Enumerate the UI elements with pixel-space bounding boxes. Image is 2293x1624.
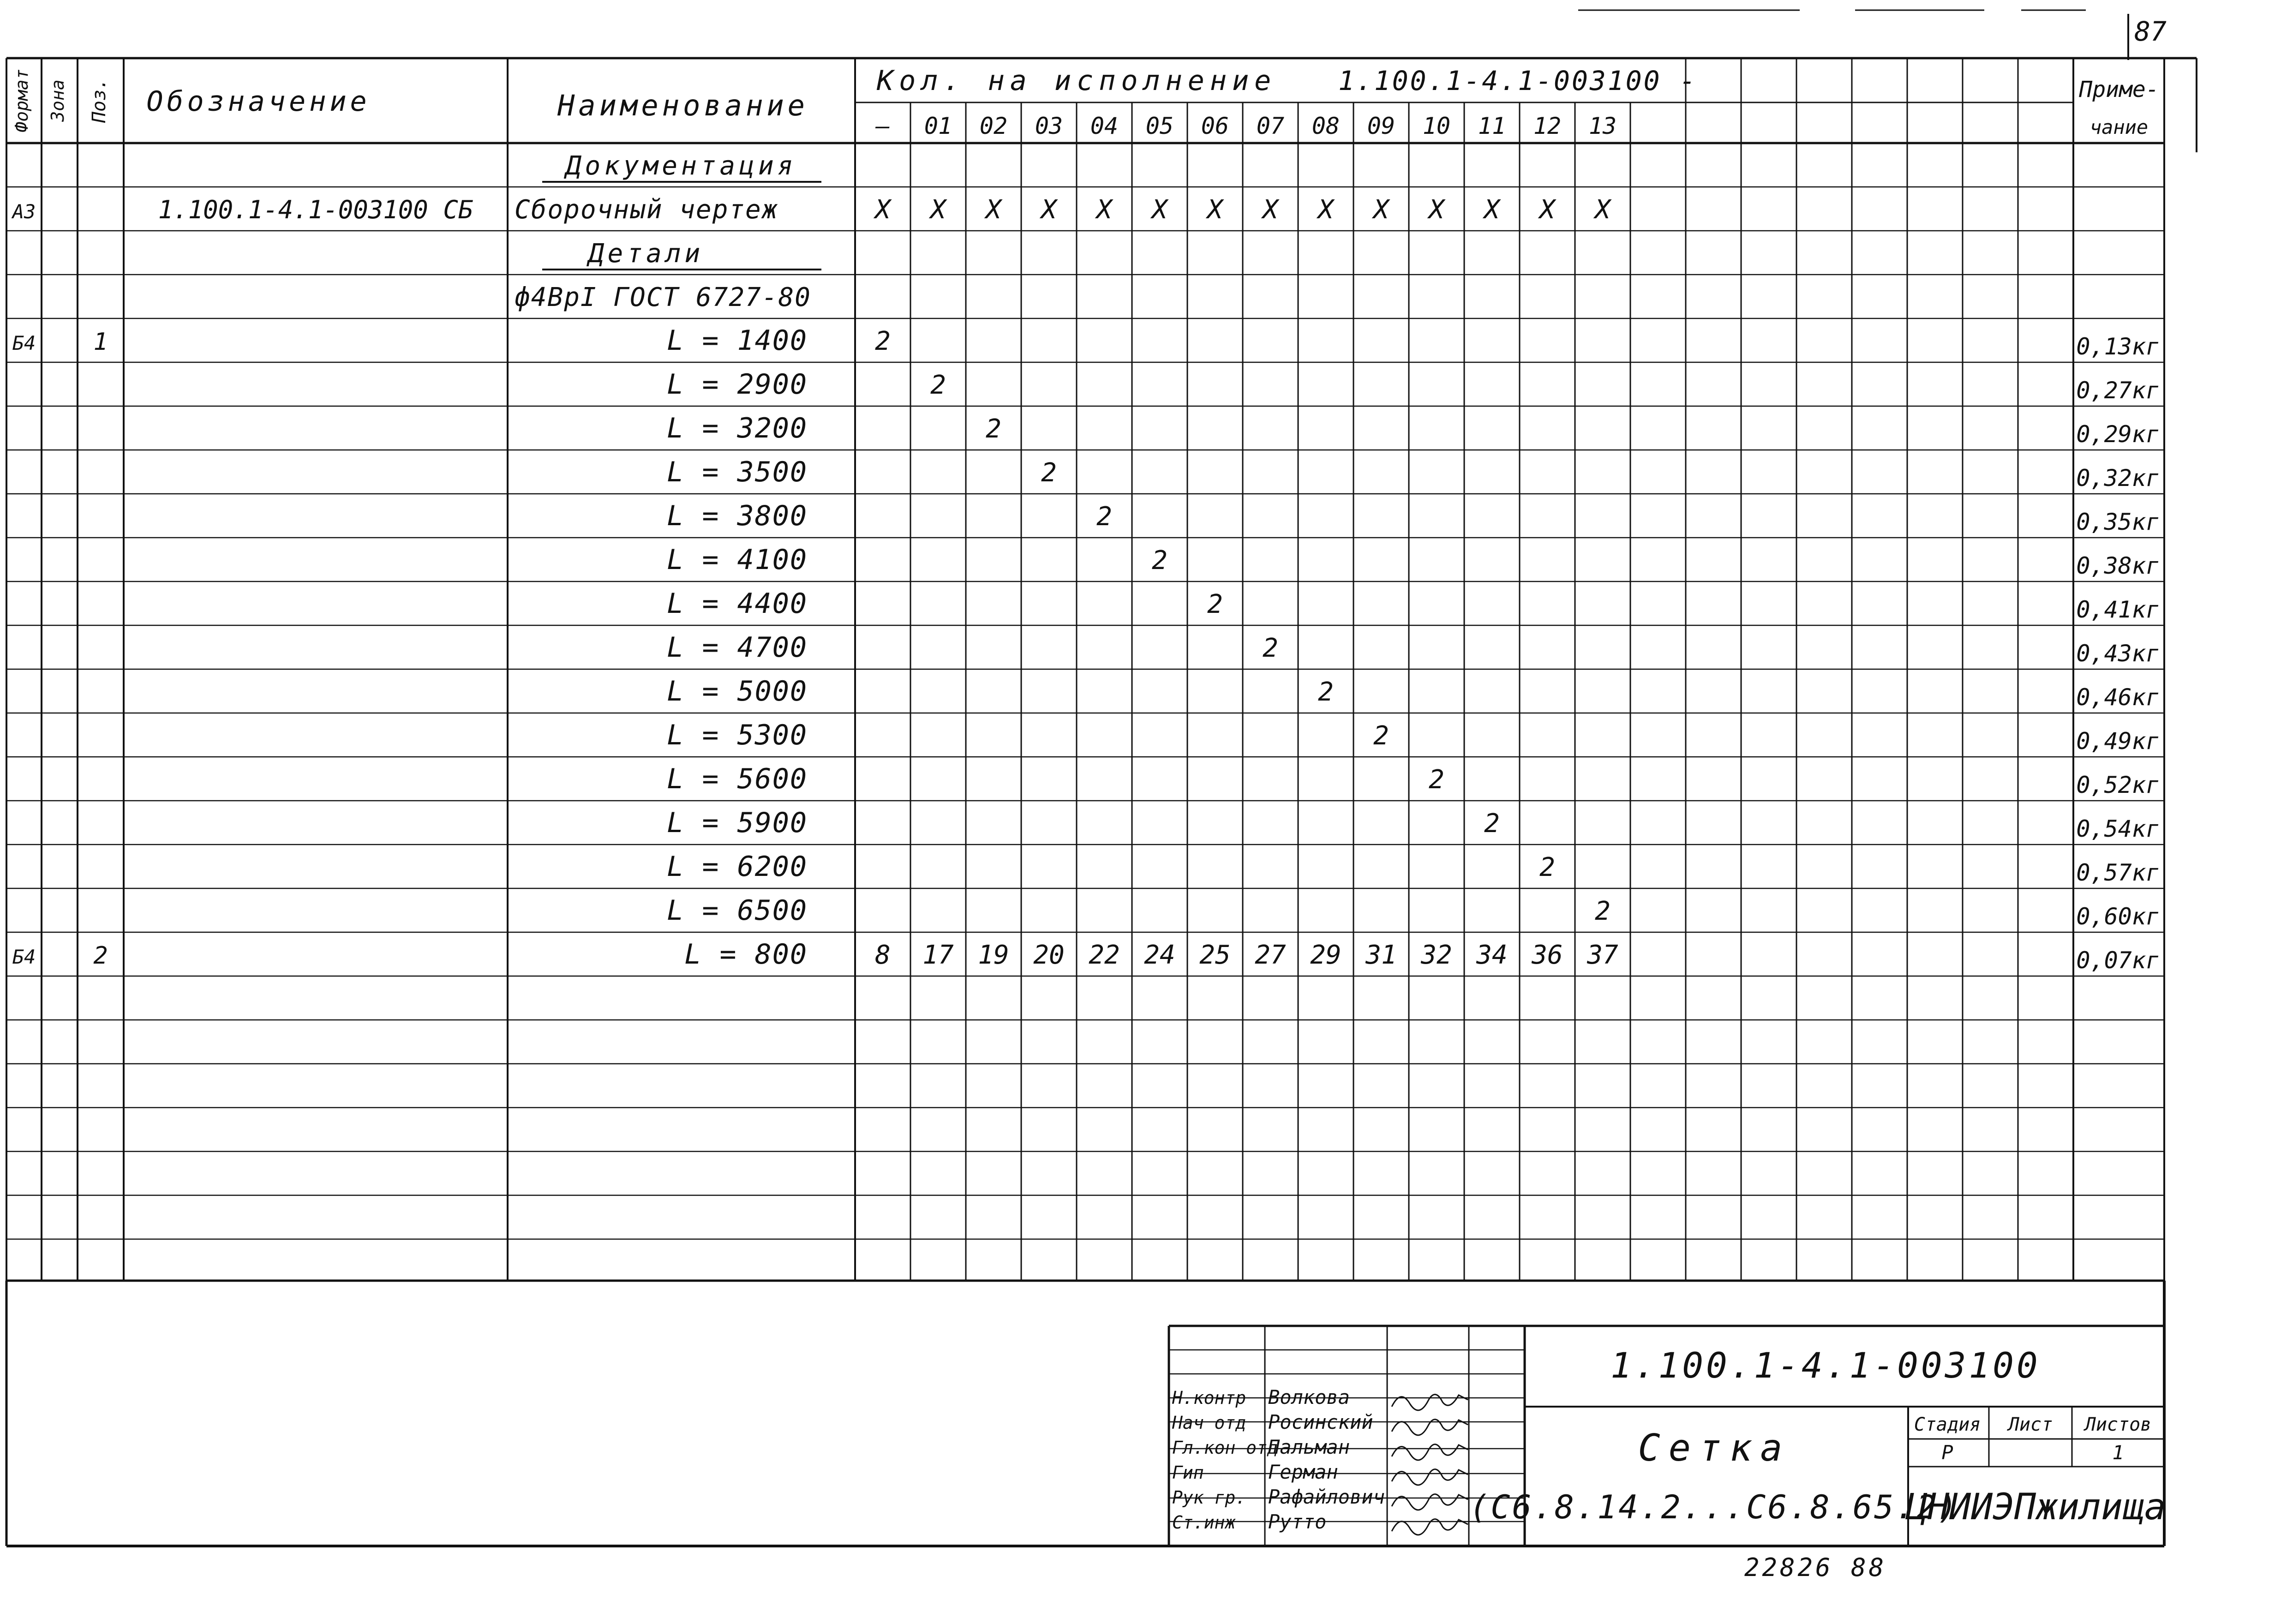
row-format: Б4 bbox=[12, 946, 36, 968]
row-quantity: 24 bbox=[1144, 940, 1175, 970]
signature-scribble bbox=[1392, 1494, 1468, 1510]
row-name: L = 3200 bbox=[667, 412, 808, 444]
row-name: Сборочный чертеж bbox=[515, 195, 778, 225]
row-note: 0,49кг bbox=[2076, 728, 2160, 755]
document-title: Сетка bbox=[1638, 1426, 1791, 1469]
header-format: Формат bbox=[12, 69, 32, 132]
row-quantity: 31 bbox=[1365, 940, 1397, 970]
staff-role: Гл.кон отд bbox=[1172, 1438, 1278, 1458]
row-quantity: 2 bbox=[930, 370, 946, 400]
row-name: Детали bbox=[588, 239, 704, 269]
header-variant: 11 bbox=[1478, 113, 1506, 139]
row-name: L = 800 bbox=[684, 938, 808, 971]
row-quantity: 36 bbox=[1532, 940, 1563, 970]
staff-name: Росинский bbox=[1268, 1411, 1373, 1433]
row-quantity: 29 bbox=[1310, 940, 1341, 970]
header-zone: Зона bbox=[48, 79, 68, 122]
staff-name: Волкова bbox=[1268, 1386, 1350, 1408]
row-name: ф4ВрI ГОСТ 6727-80 bbox=[515, 282, 811, 312]
header-position: Поз. bbox=[89, 78, 110, 123]
row-position: 2 bbox=[93, 942, 108, 970]
row-note: 0,60кг bbox=[2076, 903, 2160, 930]
row-quantity: 2 bbox=[1263, 633, 1278, 663]
row-format: Б4 bbox=[12, 332, 36, 354]
row-quantity: 2 bbox=[986, 414, 1001, 444]
row-note: 0,13кг bbox=[2076, 333, 2160, 360]
row-quantity: 34 bbox=[1476, 940, 1508, 970]
row-name: Документация bbox=[565, 151, 797, 181]
header-name: Наименование bbox=[557, 89, 808, 122]
header-variant: 03 bbox=[1035, 113, 1063, 139]
row-quantity: X bbox=[1041, 195, 1057, 225]
row-note: 0,46кг bbox=[2076, 684, 2160, 711]
staff-name: Рафайлович bbox=[1268, 1486, 1385, 1508]
header-note-line1: Приме- bbox=[2079, 77, 2159, 102]
row-name: L = 5300 bbox=[667, 719, 808, 751]
header-variant: — bbox=[875, 113, 890, 139]
row-quantity: 37 bbox=[1587, 940, 1618, 970]
row-quantity: 2 bbox=[1429, 765, 1444, 795]
document-code: 1.100.1-4.1-003100 bbox=[1610, 1345, 2041, 1386]
row-quantity: X bbox=[1595, 195, 1610, 225]
row-note: 0,32кг bbox=[2076, 465, 2160, 491]
row-quantity: 19 bbox=[978, 940, 1009, 970]
row-quantity: 2 bbox=[1318, 677, 1334, 707]
row-quantity: X bbox=[875, 195, 891, 225]
archive-stamp: 22826 88 bbox=[1744, 1553, 1887, 1582]
row-name: L = 6500 bbox=[667, 894, 808, 927]
row-quantity: X bbox=[1429, 195, 1444, 225]
row-quantity: X bbox=[1484, 195, 1500, 225]
row-name: L = 5900 bbox=[667, 807, 808, 839]
row-quantity: 2 bbox=[1207, 589, 1223, 619]
staff-role: Рук гр. bbox=[1172, 1487, 1246, 1508]
header-designation: Обозначение bbox=[146, 85, 371, 118]
staff-name: Герман bbox=[1268, 1461, 1338, 1483]
row-name: L = 2900 bbox=[667, 368, 808, 401]
header-document-code: 1.100.1-4.1-003100 - bbox=[1338, 65, 1698, 96]
row-designation: 1.100.1-4.1-003100 СБ bbox=[158, 195, 473, 224]
row-quantity: 2 bbox=[1539, 852, 1555, 882]
title-block bbox=[1169, 1326, 2166, 1582]
row-note: 0,27кг bbox=[2076, 377, 2160, 404]
header-quantity-title: Кол. на исполнение bbox=[877, 65, 1277, 97]
row-quantity: X bbox=[986, 195, 1001, 225]
row-name: L = 4400 bbox=[667, 587, 808, 620]
header-variant: 09 bbox=[1367, 113, 1395, 139]
row-quantity: 17 bbox=[922, 940, 954, 970]
row-note: 0,43кг bbox=[2076, 640, 2160, 667]
signature-scribble bbox=[1392, 1469, 1468, 1485]
staff-name: Пальман bbox=[1268, 1436, 1350, 1458]
row-position: 1 bbox=[93, 328, 108, 356]
row-quantity: 2 bbox=[875, 326, 891, 356]
header-variant: 13 bbox=[1588, 113, 1617, 139]
header-variant: 02 bbox=[979, 113, 1008, 139]
row-quantity: X bbox=[1539, 195, 1555, 225]
row-quantity: 2 bbox=[1041, 458, 1057, 488]
header-variant: 12 bbox=[1533, 113, 1562, 139]
stage-value: Р bbox=[1941, 1441, 1953, 1464]
table-grid bbox=[6, 10, 2197, 1546]
header-note-line2: чание bbox=[2089, 116, 2149, 138]
row-quantity: X bbox=[1318, 195, 1334, 225]
row-quantity: 20 bbox=[1033, 940, 1065, 970]
row-quantity: 2 bbox=[1373, 721, 1389, 751]
row-quantity: 8 bbox=[875, 940, 891, 970]
row-name: L = 5000 bbox=[667, 675, 808, 707]
row-quantity: 32 bbox=[1421, 940, 1452, 970]
row-name: L = 6200 bbox=[667, 851, 808, 883]
row-note: 0,54кг bbox=[2076, 815, 2160, 842]
header-variant: 06 bbox=[1201, 113, 1229, 139]
header-variant: 01 bbox=[924, 113, 952, 139]
row-quantity: 25 bbox=[1199, 940, 1231, 970]
row-quantity: 2 bbox=[1096, 502, 1112, 532]
row-quantity: X bbox=[1263, 195, 1278, 225]
row-quantity: X bbox=[930, 195, 946, 225]
row-quantity: X bbox=[1373, 195, 1389, 225]
signature-scribble bbox=[1392, 1395, 1468, 1410]
staff-role: Н.контр bbox=[1172, 1388, 1246, 1408]
row-note: 0,35кг bbox=[2076, 509, 2160, 535]
row-name: L = 3500 bbox=[667, 456, 808, 488]
header-variant: 07 bbox=[1256, 113, 1285, 139]
row-quantity: X bbox=[1207, 195, 1223, 225]
staff-role: Ст.инж bbox=[1172, 1512, 1236, 1533]
row-quantity: 2 bbox=[1484, 809, 1500, 839]
row-name: L = 1400 bbox=[667, 324, 808, 357]
row-note: 0,52кг bbox=[2076, 772, 2160, 798]
row-name: L = 4700 bbox=[667, 631, 808, 664]
stage-label: Стадия bbox=[1914, 1414, 1981, 1435]
document-subtitle: (С6.8.14.2...С6.8.65.2) bbox=[1469, 1488, 1959, 1526]
header-variant: 04 bbox=[1090, 113, 1119, 139]
staff-name: Рутто bbox=[1268, 1510, 1327, 1533]
header-variant: 08 bbox=[1311, 113, 1340, 139]
row-note: 0,07кг bbox=[2076, 947, 2160, 974]
row-quantity: 2 bbox=[1595, 896, 1610, 926]
row-quantity: X bbox=[1096, 195, 1112, 225]
row-note: 0,29кг bbox=[2076, 421, 2160, 448]
header-variant: 05 bbox=[1145, 113, 1174, 139]
staff-role: Нач отд bbox=[1172, 1413, 1246, 1433]
row-quantity: 22 bbox=[1089, 940, 1120, 970]
sheet-number: 87 bbox=[2134, 16, 2167, 47]
row-note: 0,57кг bbox=[2076, 859, 2160, 886]
row-note: 0,38кг bbox=[2076, 552, 2160, 579]
sheets-label: Листов bbox=[2084, 1414, 2152, 1435]
sheet-label: Лист bbox=[2008, 1414, 2053, 1435]
row-quantity: X bbox=[1152, 195, 1167, 225]
row-format: А3 bbox=[12, 200, 36, 223]
row-name: L = 3800 bbox=[667, 500, 808, 532]
row-name: L = 5600 bbox=[667, 763, 808, 795]
row-name: L = 4100 bbox=[667, 544, 808, 576]
organization-name: ЦНИИЭПжилища bbox=[1906, 1486, 2166, 1528]
sheets-value: 1 bbox=[2112, 1441, 2124, 1464]
signature-scribble bbox=[1392, 1444, 1468, 1460]
staff-role: Гип bbox=[1172, 1462, 1204, 1483]
row-quantity: 27 bbox=[1255, 940, 1286, 970]
header-variant: 10 bbox=[1422, 113, 1451, 139]
row-quantity: 2 bbox=[1152, 545, 1167, 575]
row-note: 0,41кг bbox=[2076, 596, 2160, 623]
